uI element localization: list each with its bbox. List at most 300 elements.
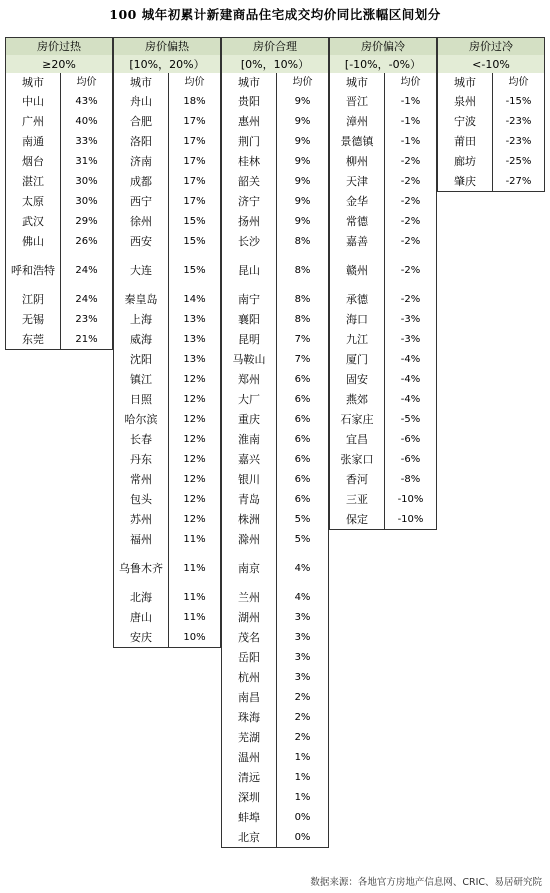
price-change-value: 3% — [294, 611, 311, 623]
city-name: 漳州 — [330, 111, 385, 131]
city-name: 北京 — [222, 827, 277, 847]
city-column-header: 城市 — [438, 73, 493, 91]
city-name: 包头 — [114, 489, 169, 509]
city-name: 哈尔滨 — [114, 409, 169, 429]
table-row — [329, 211, 437, 232]
city-name: 苏州 — [114, 509, 169, 529]
price-change-value: 11% — [183, 562, 206, 574]
city-name: 郑州 — [222, 369, 277, 389]
price-change-value: 33% — [75, 135, 98, 147]
table-row — [221, 309, 329, 330]
price-change-value: 1% — [294, 771, 311, 783]
price-column-header: 均价 — [292, 76, 313, 88]
price-change-value: -4% — [400, 373, 421, 385]
city-name: 石家庄 — [330, 409, 385, 429]
price-change-value: 3% — [294, 631, 311, 643]
table-row — [329, 429, 437, 450]
price-change-value: -4% — [400, 393, 421, 405]
city-name: 茂名 — [222, 627, 277, 647]
price-change-value: 3% — [294, 651, 311, 663]
price-change-value: 6% — [294, 493, 311, 505]
price-change-value: 17% — [183, 195, 206, 207]
range-header — [437, 55, 545, 74]
price-change-value: -2% — [400, 155, 421, 167]
price-change-value: 12% — [183, 493, 206, 505]
city-name: 肇庆 — [438, 171, 493, 191]
table-row — [113, 489, 221, 510]
price-change-value: 11% — [183, 591, 206, 603]
city-name: 嘉兴 — [222, 449, 277, 469]
price-column-header: 均价 — [76, 76, 97, 88]
table-row — [113, 191, 221, 212]
table-row — [221, 469, 329, 490]
city-name: 福州 — [114, 529, 169, 549]
table-row — [329, 369, 437, 390]
price-change-value: 9% — [294, 95, 311, 107]
city-name: 荆门 — [222, 131, 277, 151]
city-name: 贵阳 — [222, 91, 277, 111]
city-name: 赣州 — [330, 251, 385, 289]
price-change-value: -23% — [505, 135, 532, 147]
city-name: 三亚 — [330, 489, 385, 509]
table-row — [329, 409, 437, 430]
city-name: 银川 — [222, 469, 277, 489]
table-row — [221, 827, 329, 848]
category-label: 房价过冷 — [469, 40, 513, 53]
table-row — [221, 389, 329, 410]
table-row — [221, 707, 329, 728]
city-name: 昆明 — [222, 329, 277, 349]
column-subheader — [113, 73, 221, 92]
table-row — [221, 529, 329, 550]
price-change-value: -10% — [397, 493, 424, 505]
range-header — [329, 55, 437, 74]
table-row — [221, 687, 329, 708]
city-name: 清远 — [222, 767, 277, 787]
table-row — [221, 111, 329, 132]
table-row — [113, 171, 221, 192]
city-name: 重庆 — [222, 409, 277, 429]
price-change-value: -4% — [400, 353, 421, 365]
price-change-value: -2% — [400, 264, 421, 276]
table-row — [437, 131, 545, 152]
city-name: 丹东 — [114, 449, 169, 469]
city-name: 马鞍山 — [222, 349, 277, 369]
table-row — [113, 131, 221, 152]
table-row — [5, 191, 113, 212]
price-change-value: 12% — [183, 473, 206, 485]
city-column-header: 城市 — [330, 73, 385, 91]
table-row — [5, 231, 113, 252]
price-column-header: 均价 — [400, 76, 421, 88]
price-change-value: 17% — [183, 115, 206, 127]
price-change-value: -25% — [505, 155, 532, 167]
city-name: 常州 — [114, 469, 169, 489]
price-change-value: 8% — [294, 264, 311, 276]
price-change-value: 18% — [183, 95, 206, 107]
table-row — [113, 289, 221, 310]
city-name: 无锡 — [6, 309, 61, 329]
table-row — [329, 251, 437, 290]
range-header — [221, 55, 329, 74]
city-name: 淮南 — [222, 429, 277, 449]
price-change-value: 26% — [75, 235, 98, 247]
price-change-value: 6% — [294, 413, 311, 425]
city-name: 襄阳 — [222, 309, 277, 329]
city-name: 湖州 — [222, 607, 277, 627]
price-change-value: 11% — [183, 533, 206, 545]
table-row — [221, 787, 329, 808]
table-row — [113, 409, 221, 430]
city-name: 泉州 — [438, 91, 493, 111]
table-row — [437, 171, 545, 192]
price-change-value: 9% — [294, 195, 311, 207]
city-name: 莆田 — [438, 131, 493, 151]
city-name: 天津 — [330, 171, 385, 191]
table-row — [221, 627, 329, 648]
city-name: 嘉善 — [330, 231, 385, 251]
table-row — [113, 469, 221, 490]
price-change-value: 5% — [294, 533, 311, 545]
city-name: 北海 — [114, 587, 169, 607]
table-row — [5, 211, 113, 232]
price-change-value: 13% — [183, 333, 206, 345]
table-row — [221, 171, 329, 192]
city-name: 昆山 — [222, 251, 277, 289]
category-label: 房价偏热 — [145, 40, 189, 53]
city-name: 燕郊 — [330, 389, 385, 409]
table-row — [5, 329, 113, 350]
table-row — [329, 329, 437, 350]
city-column-header: 城市 — [6, 73, 61, 91]
price-change-value: 17% — [183, 135, 206, 147]
city-name: 兰州 — [222, 587, 277, 607]
price-change-value: -5% — [400, 413, 421, 425]
table-row — [221, 807, 329, 828]
city-name: 西安 — [114, 231, 169, 251]
table-row — [437, 151, 545, 172]
table-row — [329, 171, 437, 192]
category-label: 房价偏冷 — [361, 40, 405, 53]
table-row — [329, 309, 437, 330]
price-change-value: -1% — [400, 135, 421, 147]
city-name: 海口 — [330, 309, 385, 329]
table-row — [329, 131, 437, 152]
table-row — [113, 91, 221, 112]
price-change-value: 6% — [294, 393, 311, 405]
price-change-value: -3% — [400, 313, 421, 325]
price-change-value: 6% — [294, 473, 311, 485]
table-row — [5, 251, 113, 290]
table-row — [113, 329, 221, 350]
price-change-value: 9% — [294, 155, 311, 167]
range-label: [10%，20%） — [129, 57, 205, 71]
city-name: 武汉 — [6, 211, 61, 231]
column-subheader — [437, 73, 545, 92]
table-row — [221, 369, 329, 390]
city-name: 保定 — [330, 509, 385, 529]
city-name: 厦门 — [330, 349, 385, 369]
city-name: 太原 — [6, 191, 61, 211]
city-name: 唐山 — [114, 607, 169, 627]
city-name: 温州 — [222, 747, 277, 767]
price-change-value: 8% — [294, 313, 311, 325]
price-change-value: 10% — [183, 631, 206, 643]
price-change-value: -23% — [505, 115, 532, 127]
city-name: 沈阳 — [114, 349, 169, 369]
table-row — [113, 529, 221, 550]
city-name: 湛江 — [6, 171, 61, 191]
city-name: 柳州 — [330, 151, 385, 171]
city-name: 长沙 — [222, 231, 277, 251]
price-change-value: 6% — [294, 373, 311, 385]
city-name: 惠州 — [222, 111, 277, 131]
price-change-value: 30% — [75, 195, 98, 207]
price-change-value: 7% — [294, 353, 311, 365]
price-change-value: 13% — [183, 353, 206, 365]
price-change-value: 6% — [294, 433, 311, 445]
city-name: 宁波 — [438, 111, 493, 131]
city-name: 中山 — [6, 91, 61, 111]
table-row — [329, 151, 437, 172]
city-name: 滁州 — [222, 529, 277, 549]
table-row — [221, 211, 329, 232]
range-header — [113, 55, 221, 74]
category-header — [5, 37, 113, 56]
price-change-value: 12% — [183, 393, 206, 405]
price-change-value: -2% — [400, 215, 421, 227]
column-subheader — [5, 73, 113, 92]
table-row — [5, 111, 113, 132]
price-change-value: -1% — [400, 115, 421, 127]
price-change-value: 4% — [294, 562, 311, 574]
table-row — [113, 509, 221, 530]
table-row — [329, 389, 437, 410]
table-row — [113, 627, 221, 648]
city-name: 晋江 — [330, 91, 385, 111]
table-row — [113, 607, 221, 628]
table-row — [437, 91, 545, 112]
price-change-value: 31% — [75, 155, 98, 167]
price-change-value: 0% — [294, 811, 311, 823]
price-change-value: 11% — [183, 611, 206, 623]
price-change-value: 9% — [294, 175, 311, 187]
city-name: 烟台 — [6, 151, 61, 171]
city-name: 张家口 — [330, 449, 385, 469]
price-change-value: 2% — [294, 711, 311, 723]
price-change-value: -2% — [400, 175, 421, 187]
table-row — [221, 449, 329, 470]
price-change-value: -3% — [400, 333, 421, 345]
city-name: 南昌 — [222, 687, 277, 707]
price-change-value: -1% — [400, 95, 421, 107]
price-change-value: 40% — [75, 115, 98, 127]
price-change-value: 24% — [75, 264, 98, 276]
price-change-value: 12% — [183, 433, 206, 445]
price-change-value: 3% — [294, 671, 311, 683]
table-row — [221, 747, 329, 768]
category-header — [329, 37, 437, 56]
city-name: 日照 — [114, 389, 169, 409]
city-name: 东莞 — [6, 329, 61, 349]
city-name: 扬州 — [222, 211, 277, 231]
price-change-value: 1% — [294, 751, 311, 763]
price-change-value: 7% — [294, 333, 311, 345]
data-source-note: 数据来源：各地官方房地产信息网、CRIC、易居研究院 — [310, 877, 542, 888]
city-name: 佛山 — [6, 231, 61, 251]
city-name: 廊坊 — [438, 151, 493, 171]
price-change-value: 12% — [183, 513, 206, 525]
city-name: 威海 — [114, 329, 169, 349]
price-change-value: 9% — [294, 135, 311, 147]
price-change-value: -2% — [400, 235, 421, 247]
column-subheader — [329, 73, 437, 92]
table-row — [5, 151, 113, 172]
table-row — [113, 251, 221, 290]
table-row — [329, 469, 437, 490]
table-row — [113, 389, 221, 410]
table-row — [329, 111, 437, 132]
city-name: 景德镇 — [330, 131, 385, 151]
table-row — [329, 449, 437, 470]
price-change-value: 17% — [183, 175, 206, 187]
table-row — [113, 211, 221, 232]
city-name: 金华 — [330, 191, 385, 211]
city-name: 呼和浩特 — [6, 251, 61, 289]
range-label: [0%，10%） — [240, 57, 310, 71]
range-header — [5, 55, 113, 74]
price-change-value: 15% — [183, 215, 206, 227]
table-row — [113, 449, 221, 470]
price-change-value: 17% — [183, 155, 206, 167]
table-row — [221, 409, 329, 430]
category-header — [221, 37, 329, 56]
table-row — [221, 767, 329, 788]
price-change-value: 15% — [183, 235, 206, 247]
city-name: 大连 — [114, 251, 169, 289]
table-row — [5, 131, 113, 152]
price-change-value: 14% — [183, 293, 206, 305]
table-row — [437, 111, 545, 132]
city-name: 安庆 — [114, 627, 169, 647]
price-change-value: 21% — [75, 333, 98, 345]
price-change-value: 2% — [294, 731, 311, 743]
table-row — [5, 289, 113, 310]
city-name: 蚌埠 — [222, 807, 277, 827]
price-change-value: 12% — [183, 413, 206, 425]
table-row — [113, 231, 221, 252]
city-column-header: 城市 — [222, 73, 277, 91]
table-row — [221, 647, 329, 668]
table-row — [221, 489, 329, 510]
table-row — [113, 151, 221, 172]
table-row — [113, 587, 221, 608]
price-change-value: 30% — [75, 175, 98, 187]
table-row — [5, 91, 113, 112]
table-title: 100 城年初累计新建商品住宅成交均价同比涨幅区间划分 — [109, 7, 441, 22]
city-name: 济南 — [114, 151, 169, 171]
city-name: 桂林 — [222, 151, 277, 171]
city-name: 珠海 — [222, 707, 277, 727]
table-row — [221, 251, 329, 290]
city-name: 秦皇岛 — [114, 289, 169, 309]
table-row — [329, 509, 437, 530]
price-change-value: 6% — [294, 453, 311, 465]
city-name: 南宁 — [222, 289, 277, 309]
city-name: 南京 — [222, 549, 277, 587]
city-column-header: 城市 — [114, 73, 169, 91]
city-name: 长春 — [114, 429, 169, 449]
table-row — [221, 587, 329, 608]
price-change-value: 29% — [75, 215, 98, 227]
table-row — [113, 549, 221, 588]
range-label: [-10%，-0%） — [344, 57, 422, 71]
table-row — [221, 349, 329, 370]
price-change-value: -2% — [400, 195, 421, 207]
city-name: 香河 — [330, 469, 385, 489]
price-change-value: -27% — [505, 175, 532, 187]
city-name: 镇江 — [114, 369, 169, 389]
category-header — [437, 37, 545, 56]
range-label: <-10% — [472, 57, 510, 71]
price-change-value: 13% — [183, 313, 206, 325]
price-change-value: 9% — [294, 115, 311, 127]
table-row — [113, 309, 221, 330]
table-row — [221, 509, 329, 530]
city-name: 常德 — [330, 211, 385, 231]
city-name: 洛阳 — [114, 131, 169, 151]
city-name: 九江 — [330, 329, 385, 349]
price-change-value: -15% — [505, 95, 532, 107]
price-change-value: 2% — [294, 691, 311, 703]
city-name: 深圳 — [222, 787, 277, 807]
table-row — [329, 191, 437, 212]
city-name: 成都 — [114, 171, 169, 191]
city-name: 韶关 — [222, 171, 277, 191]
range-label: ≥20% — [42, 57, 76, 71]
price-change-value: 15% — [183, 264, 206, 276]
table-row — [329, 489, 437, 510]
table-row — [113, 349, 221, 370]
price-change-value: 8% — [294, 235, 311, 247]
column-subheader — [221, 73, 329, 92]
price-change-value: 24% — [75, 293, 98, 305]
city-name: 宜昌 — [330, 429, 385, 449]
city-name: 江阴 — [6, 289, 61, 309]
price-change-value: -6% — [400, 453, 421, 465]
table-row — [221, 667, 329, 688]
table-row — [221, 191, 329, 212]
price-change-value: 12% — [183, 373, 206, 385]
price-change-value: 23% — [75, 313, 98, 325]
price-change-value: 1% — [294, 791, 311, 803]
table-row — [221, 231, 329, 252]
table-row — [5, 171, 113, 192]
city-name: 杭州 — [222, 667, 277, 687]
category-header — [113, 37, 221, 56]
price-change-value: 43% — [75, 95, 98, 107]
table-row — [221, 151, 329, 172]
table-row — [329, 91, 437, 112]
city-name: 合肥 — [114, 111, 169, 131]
price-column-header: 均价 — [184, 76, 205, 88]
price-change-value: -6% — [400, 433, 421, 445]
table-row — [113, 369, 221, 390]
category-label: 房价合理 — [253, 40, 297, 53]
city-name: 乌鲁木齐 — [114, 549, 169, 587]
price-change-value: -2% — [400, 293, 421, 305]
price-change-value: 12% — [183, 453, 206, 465]
